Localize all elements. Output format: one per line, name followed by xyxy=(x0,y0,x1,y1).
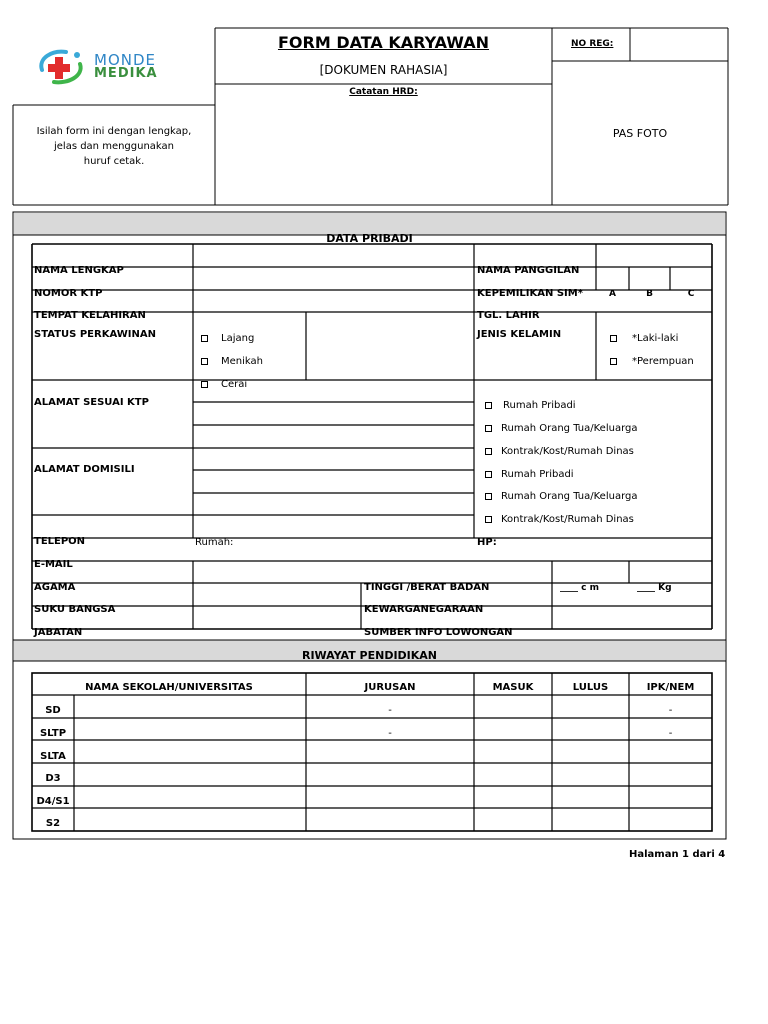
checkbox-lajang[interactable] xyxy=(201,335,208,342)
section-title-riwayat-pendidikan: RIWAYAT PENDIDIKAN xyxy=(301,649,438,662)
checkbox-perempuan[interactable] xyxy=(610,358,617,365)
label-hp: HP: xyxy=(477,537,497,548)
checkbox-menikah[interactable] xyxy=(201,358,208,365)
option-menikah: Menikah xyxy=(221,356,263,367)
label-jabatan: JABATAN xyxy=(34,627,83,638)
domisili-kontrak: Kontrak/Kost/Rumah Dinas xyxy=(501,514,634,525)
input-nama-lengkap[interactable] xyxy=(194,268,473,289)
logo-brand-top: MONDE xyxy=(94,51,156,69)
row-label-sd: SD xyxy=(45,705,61,716)
page-indicator: Halaman 1 dari 4 xyxy=(629,849,726,860)
col-masuk: MASUK xyxy=(492,682,534,693)
ktp-rumah-orang-tua: Rumah Orang Tua/Keluarga xyxy=(501,423,638,434)
label-nama-lengkap: NAMA LENGKAP xyxy=(34,265,124,276)
checkbox-cerai[interactable] xyxy=(201,381,208,388)
label-agama: AGAMA xyxy=(34,582,76,593)
label-alamat-domisili: ALAMAT DOMISILI xyxy=(34,464,135,475)
label-telepon: TELEPON xyxy=(34,536,86,547)
col-jurusan: JURUSAN xyxy=(364,682,416,693)
label-kewarganegaraan: KEWARGANEGARAAN xyxy=(364,604,484,615)
no-reg-field[interactable] xyxy=(631,29,727,60)
option-cerai: Cerai xyxy=(221,379,248,390)
checkbox-ktp-rumah-orang-tua[interactable] xyxy=(485,425,492,432)
input-tinggi[interactable]: ____ c m xyxy=(560,583,599,593)
option-laki-laki: *Laki-laki xyxy=(632,333,679,344)
logo-brand-bottom: MEDIKA xyxy=(94,66,158,81)
form-title: FORM DATA KARYAWAN xyxy=(277,33,490,52)
label-nama-panggilan: NAMA PANGGILAN xyxy=(477,265,580,276)
dash-sd-ipk: - xyxy=(668,705,673,716)
input-suku-bangsa[interactable] xyxy=(194,607,360,628)
catatan-hrd-label: Catatan HRD: xyxy=(349,87,418,97)
row-label-d3: D3 xyxy=(45,773,61,784)
input-alamat-domisili[interactable] xyxy=(194,449,473,537)
domisili-rumah-pribadi: Rumah Pribadi xyxy=(501,469,574,480)
col-ipk-nem: IPK/NEM xyxy=(646,682,695,693)
row-label-sltp: SLTP xyxy=(39,728,67,739)
label-tinggi-berat: TINGGI /BERAT BADAN xyxy=(364,582,490,593)
domisili-rumah-orang-tua: Rumah Orang Tua/Keluarga xyxy=(501,491,638,502)
company-logo xyxy=(36,48,206,88)
sim-type-c[interactable]: C xyxy=(687,289,695,299)
label-status-perkawinan: STATUS PERKAWINAN xyxy=(34,329,156,340)
label-tempat-kelahiran: TEMPAT KELAHIRAN xyxy=(34,310,146,321)
row-label-d4s1: D4/S1 xyxy=(36,796,70,807)
option-perempuan: *Perempuan xyxy=(632,356,694,367)
row-label-s2: S2 xyxy=(45,818,61,829)
label-sumber-info: SUMBER INFO LOWONGAN xyxy=(364,627,513,638)
instruction-line-3: huruf cetak. xyxy=(83,156,145,167)
dash-sltp-jurusan: - xyxy=(388,728,392,739)
checkbox-domisili-rumah-pribadi[interactable] xyxy=(485,471,492,478)
input-alamat-ktp[interactable] xyxy=(194,403,473,447)
input-email[interactable] xyxy=(194,562,551,582)
label-tgl-lahir: TGL. LAHIR xyxy=(477,310,540,321)
col-lulus: LULUS xyxy=(572,682,609,693)
ktp-rumah-pribadi: Rumah Pribadi xyxy=(503,400,576,411)
label-alamat-ktp: ALAMAT SESUAI KTP xyxy=(34,397,149,408)
dash-sd-jurusan: - xyxy=(388,705,392,716)
input-agama[interactable] xyxy=(194,584,360,605)
catatan-hrd-field[interactable] xyxy=(216,98,551,204)
checkbox-domisili-kontrak[interactable] xyxy=(485,516,492,523)
instruction-line-1: Isilah form ini dengan lengkap, xyxy=(36,126,192,137)
input-berat[interactable]: ____ Kg xyxy=(637,583,672,593)
label-jenis-kelamin: JENIS KELAMIN xyxy=(477,329,562,340)
label-email: E-MAIL xyxy=(34,559,73,570)
col-nama-sekolah: NAMA SEKOLAH/UNIVERSITAS xyxy=(85,682,253,693)
no-reg-label: NO REG: xyxy=(571,39,614,49)
checkbox-laki-laki[interactable] xyxy=(610,335,617,342)
row-label-slta: SLTA xyxy=(40,751,66,762)
checkbox-ktp-rumah-pribadi[interactable] xyxy=(485,402,492,409)
sim-type-a[interactable]: A xyxy=(609,289,616,299)
sim-type-b[interactable]: B xyxy=(646,289,653,299)
ktp-kontrak: Kontrak/Kost/Rumah Dinas xyxy=(501,446,634,457)
pas-foto-box[interactable]: PAS FOTO xyxy=(612,127,668,140)
input-nama-panggilan[interactable] xyxy=(597,245,711,266)
checkbox-ktp-kontrak[interactable] xyxy=(485,448,492,455)
label-suku-bangsa: SUKU BANGSA xyxy=(34,604,116,615)
instruction-line-2: jelas dan menggunakan xyxy=(53,141,175,152)
input-kewarganegaraan[interactable] xyxy=(553,607,711,628)
checkbox-domisili-rumah-orang-tua[interactable] xyxy=(485,493,492,500)
form-subtitle: [DOKUMEN RAHASIA] xyxy=(319,63,448,77)
dash-sltp-ipk: - xyxy=(668,728,673,739)
label-nomor-ktp: NOMOR KTP xyxy=(34,288,103,299)
option-lajang: Lajang xyxy=(221,333,255,344)
input-nomor-ktp[interactable] xyxy=(194,291,473,311)
label-kepemilikan-sim: KEPEMILIKAN SIM* xyxy=(477,288,583,299)
label-rumah: Rumah: xyxy=(195,537,234,548)
medical-cross-icon xyxy=(36,48,86,86)
section-title-data-pribadi: DATA PRIBADI xyxy=(326,232,413,245)
